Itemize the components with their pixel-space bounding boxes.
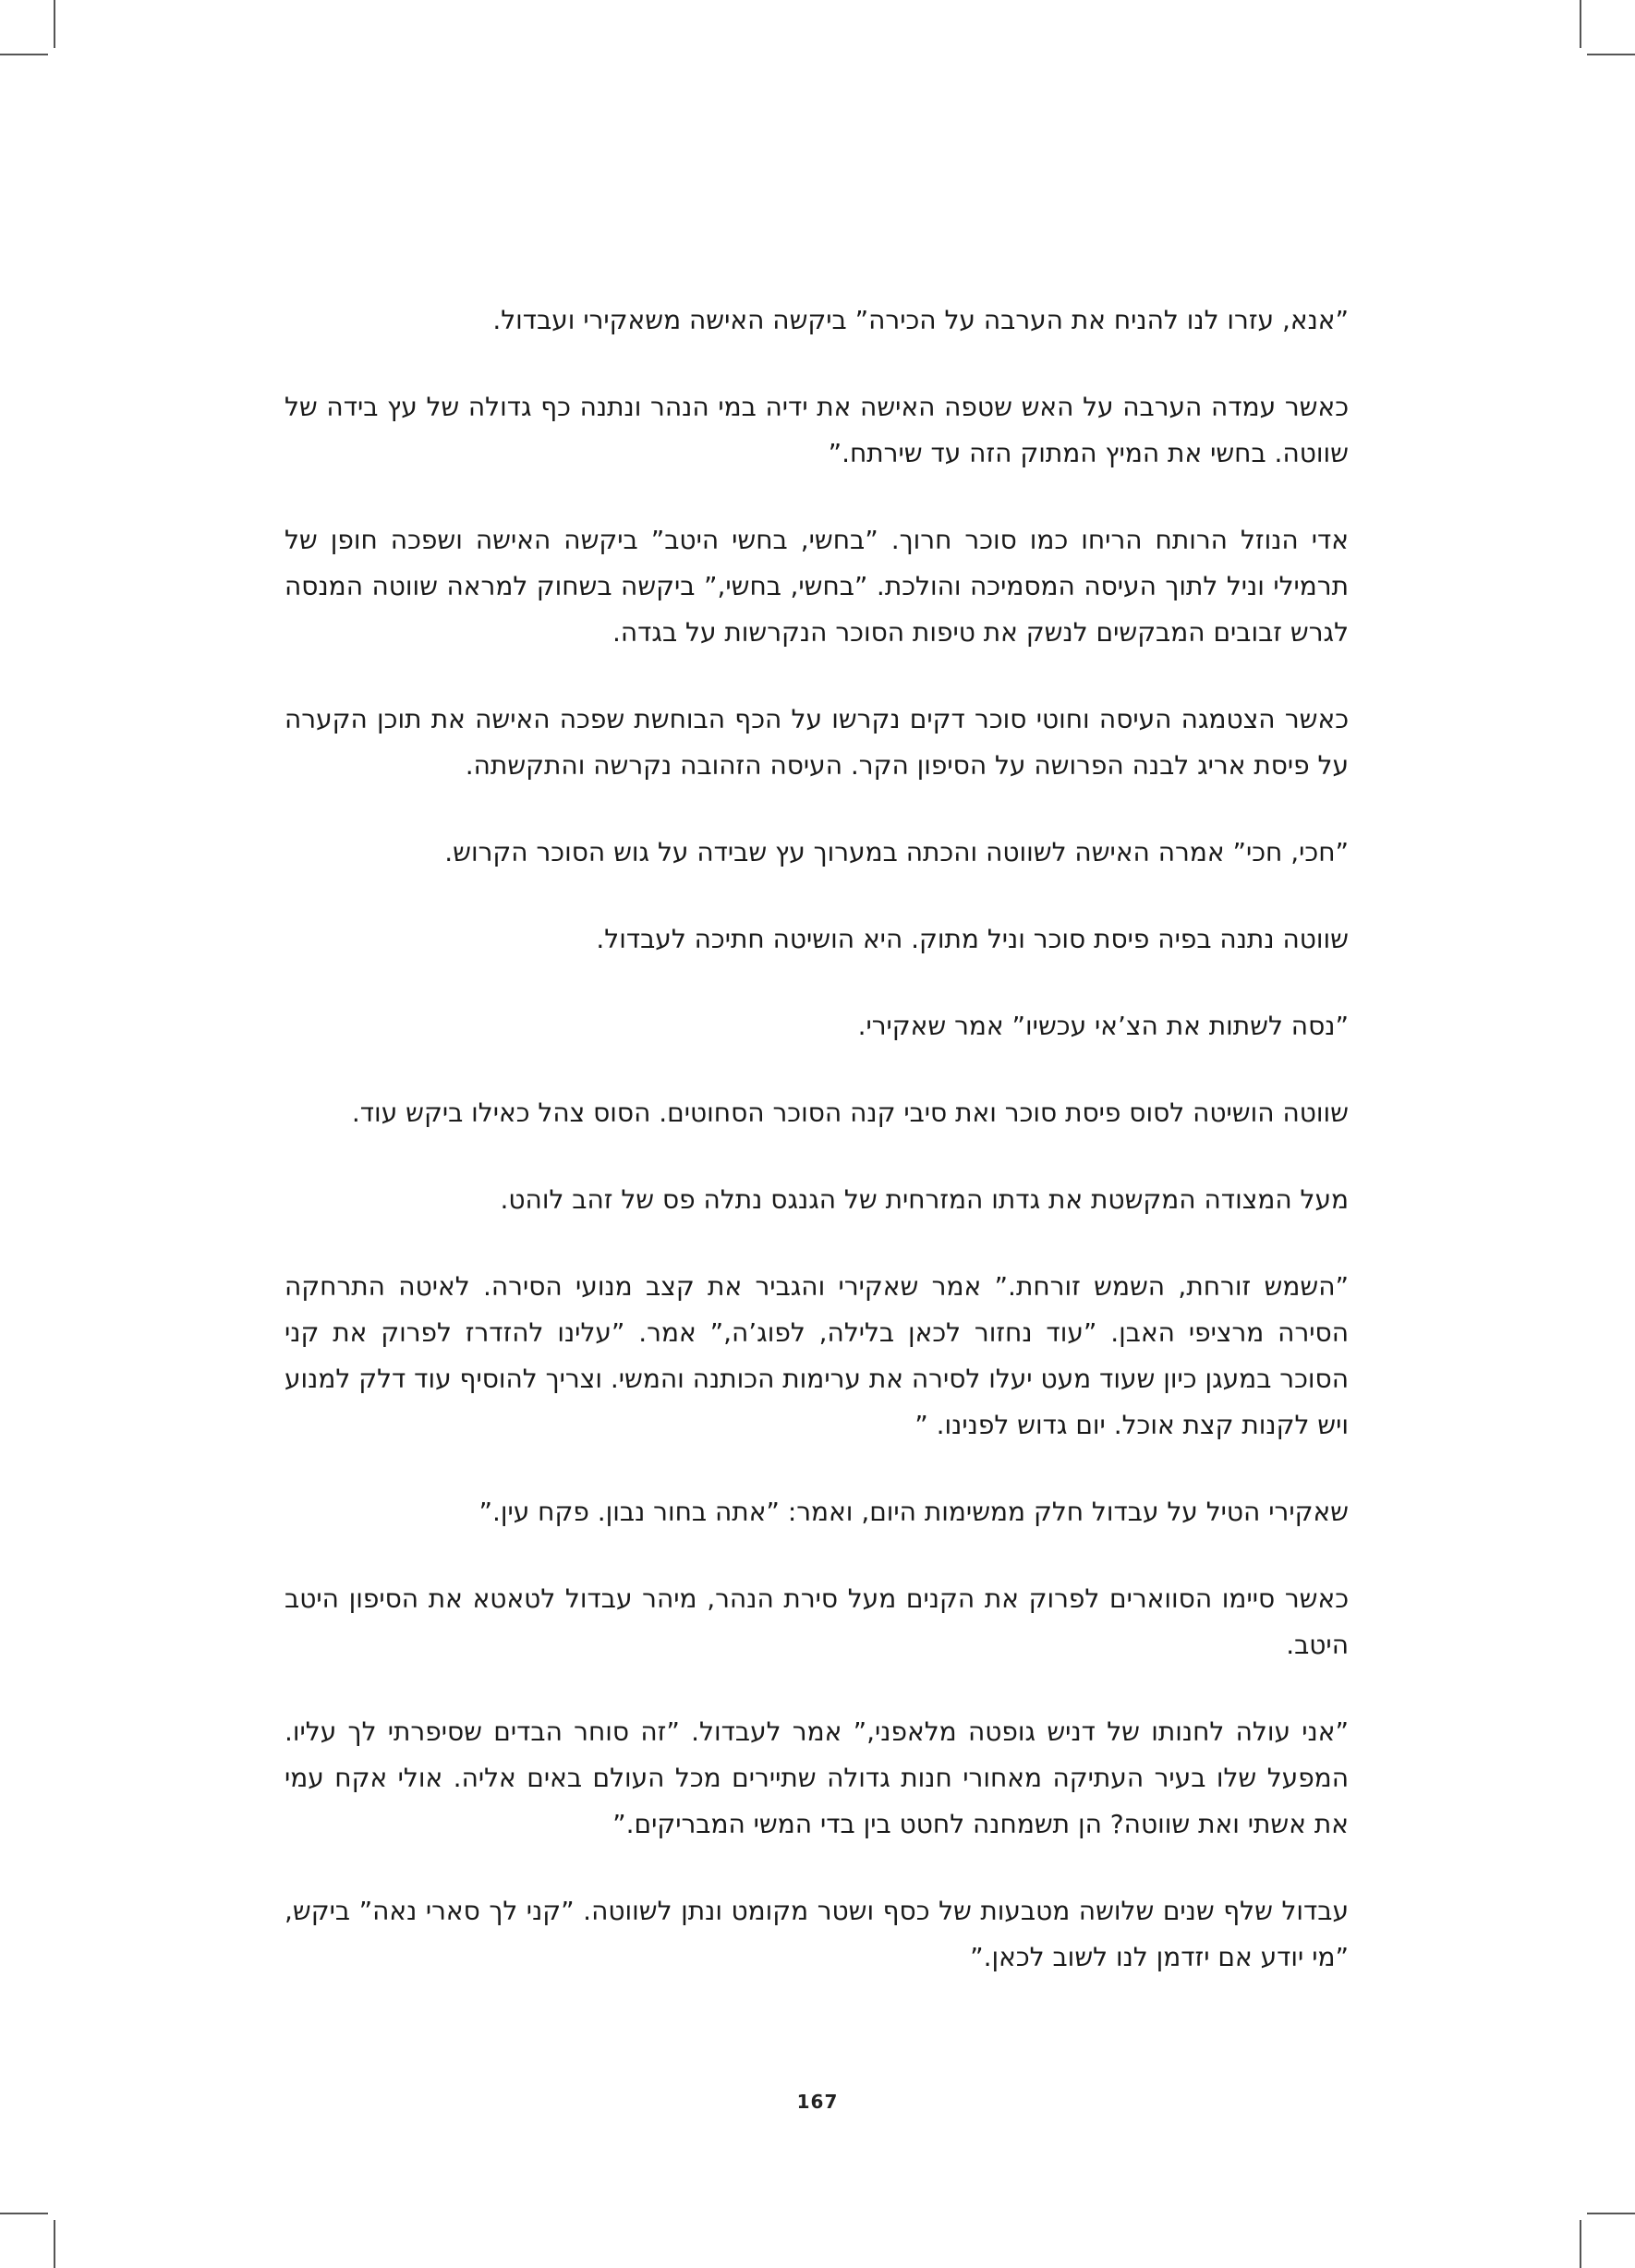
body-text (285, 297, 1349, 2021)
paragraph: שווטה הושיטה לסוס פיסת סוכר ואת סיבי קנה הסוכר הסחוטים. הסוס צהל כאילו ביקש עוד. (351, 1098, 1349, 1128)
crop-mark-bottom-right-horizontal (1587, 2213, 1635, 2214)
crop-mark-top-right-horizontal (1587, 54, 1635, 55)
crop-mark-bottom-left-vertical (54, 2220, 55, 2268)
paragraph: שווטה נתנה בפיה פיסת סוכר וניל מתוק. היא הושיטה חתיכה לעבדול. (596, 924, 1349, 954)
crop-mark-top-left-horizontal (0, 54, 48, 55)
crop-mark-top-left-vertical (54, 0, 55, 48)
paragraph: ”נסה לשתות את הצ’אי עכשיו” אמר שאקירי. (857, 1011, 1349, 1041)
paragraph: כאשר עמדה הערבה על האש שטפה האישה את ידיה במי הנהר ונתנה כף גדולה של עץ בידה של שווטה. בחשי את המיץ המתוק הזה עד שירתח.” (285, 392, 1349, 468)
paragraph: ”השמש זורחת, השמש זורחת.” אמר שאקירי והגביר את קצב מנועי הסירה. לאיטה התרחקה הסירה מרציפי האבן. ”עוד נחזור לכאן בלילה, לפוג’ה,” אמר. ”עלינו להזדרז לפרוק את קני הסוכר במעגן כיון שעוד מעט יעלו לסירה את ערימות הכותנה והמשי. וצריך להוסיף עוד דלק למנוע ויש לקנות קצת אוכל. יום גדוש לפנינו. ” (285, 1271, 1349, 1440)
paragraph: שאקירי הטיל על עבדול חלק ממשימות היום, ואמר: ”אתה בחור נבון. פקח עין.” (478, 1497, 1349, 1527)
paragraph: ”חכי, חכי” אמרה האישה לשווטה והכתה במערוך עץ שבידה על גוש הסוכר הקרוש. (444, 837, 1349, 867)
paragraph: ”אני עולה לחנותו של דניש גופטה מלאפני,” אמר לעבדול. ”זה סוחר הבדים שסיפרתי לך עליו. המפעל שלו בעיר העתיקה מאחורי חנות גדולה שתיירים מכל העולם באים אליה. אולי אקח עמי את אשתי ואת שווטה? הן תשמחנה לחטט בין בדי המשי המבריקים.” (285, 1716, 1349, 1839)
crop-mark-bottom-right-vertical (1580, 2220, 1581, 2268)
paragraph: מעל המצודה המקשטת את גדתו המזרחית של הגנגס נתלה פס של זהב לוהט. (500, 1184, 1349, 1215)
crop-mark-bottom-left-horizontal (0, 2213, 48, 2214)
paragraph: עבדול שלף שנים שלושה מטבעות של כסף ושטר מקומט ונתן לשווטה. ”קני לך סארי נאה” ביקש, ”מי יודע אם יזדמן לנו לשוב לכאן.” (285, 1896, 1349, 1972)
page-number: 167 (796, 2091, 839, 2113)
crop-mark-top-right-vertical (1580, 0, 1581, 48)
paragraph: כאשר סיימו הסווארים לפרוק את הקנים מעל סירת הנהר, מיהר עבדול לטאטא את הסיפון היטב היטב. (285, 1583, 1349, 1660)
paragraph: אדי הנוזל הרותח הריחו כמו סוכר חרוך. ”בחשי, בחשי היטב” ביקשה האישה ושפכה חופן של תרמילי וניל לתוך העיסה המסמיכה והולכת. ”בחשי, בחשי,” ביקשה בשחוק למראה שווטה המנסה לגרש זבובים המבקשים לנשק את טיפות הסוכר הנקרשות על בגדה. (285, 525, 1349, 648)
paragraph: כאשר הצטמגה העיסה וחוטי סוכר דקים נקרשו על הכף הבוחשת שפכה האישה את תוכן הקערה על פיסת אריג לבנה הפרושה על הסיפון הקר. העיסה הזהובה נקרשה והתקשתה. (285, 704, 1349, 781)
paragraph: ”אנא, עזרו לנו להניח את הערבה על הכירה” ביקשה האישה משאקירי ועבדול. (492, 305, 1349, 335)
